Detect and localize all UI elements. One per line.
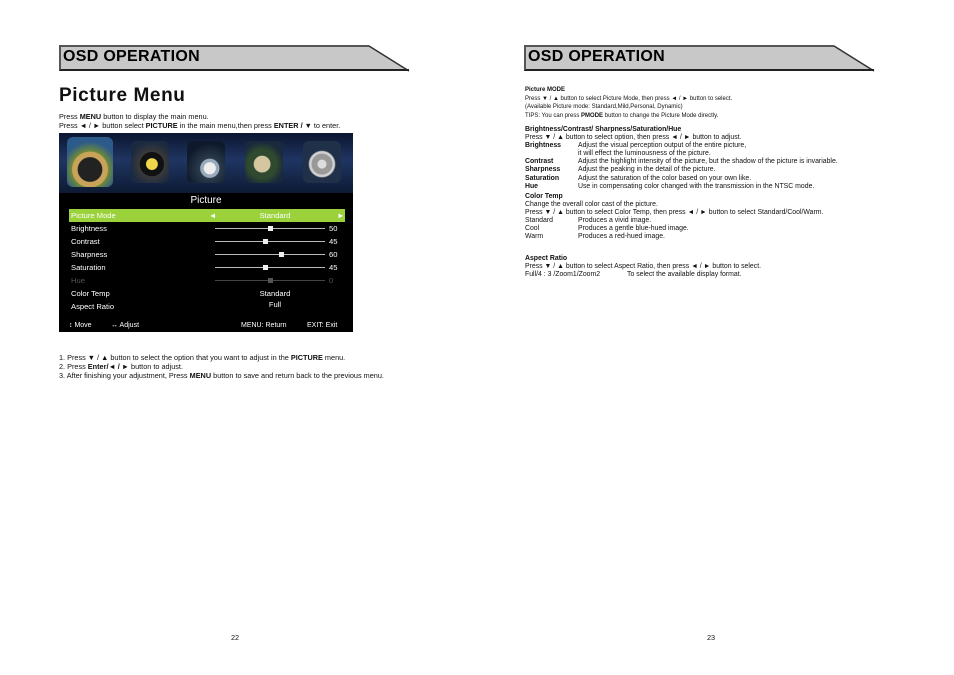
page-heading: Picture Menu: [59, 85, 186, 106]
lock-menu-icon: [245, 141, 283, 183]
osd-row-brightness[interactable]: [69, 222, 345, 235]
term-row: Brightness Adjust the visual perception output of the entire picture,: [525, 142, 747, 150]
osd-label: Aspect Ratio: [71, 302, 115, 311]
step-1: 1. Press ▼ / ▲ button to select the option that you want to adjust in the PICTURE menu.: [59, 353, 346, 362]
slider-knob: [268, 278, 273, 283]
picture-mode-line1: Press ▼ / ▲ button to select Picture Mode, then press ◄ / ► button to select.: [525, 95, 733, 102]
osd-label: Picture Mode: [71, 211, 116, 220]
color-temp-line2: Press ▼ / ▲ button to select Color Temp, then press ◄ / ► button to select Standard/Cool/Warm.: [525, 209, 824, 217]
color-temp-line1: Change the overall color cast of the picture.: [525, 201, 658, 209]
intro-line-1: Press MENU button to display the main menu.: [59, 112, 209, 121]
sharpness-slider[interactable]: [215, 254, 325, 255]
osd-row-picture-mode[interactable]: [69, 209, 345, 222]
osd-title: Picture: [190, 195, 222, 206]
term-row: Warm Produces a red-hued image.: [525, 233, 665, 241]
osd-number: 45: [329, 263, 338, 272]
step-2: 2. Press Enter/◄ / ► button to adjust.: [59, 362, 183, 371]
saturation-slider[interactable]: [215, 267, 325, 268]
osd-footer-move: ↕ Move: [69, 322, 92, 329]
osd-value: Full: [268, 300, 282, 309]
term-row: Cool Produces a gentle blue-hued image.: [525, 225, 689, 233]
osd-icon-strip: [59, 133, 353, 193]
intro-line-2: Press ◄ / ► button select PICTURE in the main menu,then press ENTER / ▼ to enter.: [59, 121, 341, 130]
left-header-title: OSD OPERATION: [63, 48, 200, 65]
color-temp-title: Color Temp: [525, 193, 563, 200]
osd-label: Color Temp: [71, 289, 110, 298]
term-row: Standard Produces a vivid image.: [525, 217, 652, 225]
osd-value: Standard: [259, 289, 291, 298]
aspect-ratio-section: [525, 255, 885, 279]
picture-mode-tips: TIPS: You can press PMODE button to change the Picture Mode directly.: [525, 112, 719, 119]
right-header-title: OSD OPERATION: [528, 48, 665, 65]
page-number-right: 23: [707, 633, 716, 642]
page-number-left: 22: [231, 633, 240, 642]
banner-slant: [824, 45, 876, 72]
banner-slant: [359, 45, 411, 72]
picture-mode-line2: (Available Picture mode: Standard,Mild,Personal, Dynamic): [525, 104, 683, 110]
brightness-slider[interactable]: [215, 228, 325, 229]
osd-label: Hue: [71, 276, 85, 285]
contrast-slider[interactable]: [215, 241, 325, 242]
slider-knob[interactable]: [279, 252, 284, 257]
left-arrow-icon: ◄: [209, 211, 217, 220]
osd-row-hue: [69, 274, 345, 287]
osd-number: 60: [329, 250, 338, 259]
slider-knob[interactable]: [268, 226, 273, 231]
osd-number: 50: [329, 224, 338, 233]
osd-label: Brightness: [71, 224, 107, 233]
left-header-banner: [59, 45, 411, 71]
sound-menu-icon: [131, 141, 169, 183]
aspect-line1: Press ▼ / ▲ button to select Aspect Ratio, then press ◄ / ► button to select.: [525, 263, 762, 271]
picture-mode-title: Picture MODE: [525, 87, 566, 93]
aspect-title: Aspect Ratio: [525, 255, 568, 262]
picture-mode-section: [525, 86, 732, 120]
right-header-banner: [524, 45, 876, 71]
osd-row-contrast[interactable]: [69, 235, 345, 248]
settings-gear-icon: [303, 141, 341, 183]
osd-screen: [59, 133, 353, 332]
osd-footer-adjust: ↔ Adjust: [111, 322, 140, 329]
bcssh-line1: Press ▼ / ▲ button to select option, then press ◄ / ► button to adjust.: [525, 134, 742, 142]
osd-number: 0: [329, 276, 334, 285]
adjustments-section: [525, 126, 885, 191]
bcssh-title: Brightness/Contrast/ Sharpness/Saturation/Hue: [525, 126, 682, 133]
picture-menu-icon: [67, 137, 113, 187]
osd-footer: [59, 319, 353, 332]
term-row: Hue Use in compensating color changed with the transmission in the NTSC mode.: [525, 182, 815, 190]
color-temp-section: [525, 193, 885, 242]
osd-footer-menu: MENU: Return: [241, 322, 287, 329]
term-row: it will effect the luminousness of the picture.: [578, 150, 711, 158]
osd-row-sharpness[interactable]: [69, 248, 345, 261]
osd-number: 45: [329, 237, 338, 246]
term-row: Saturation Adjust the saturation of the color based on your own like.: [525, 174, 752, 182]
term-row: Full/4 : 3 /Zoom1/Zoom2 To select the available display format.: [525, 271, 742, 279]
slider-knob[interactable]: [263, 265, 268, 270]
step-3: 3. After finishing your adjustment, Press MENU button to save and return back to the previous menu.: [59, 371, 384, 380]
channel-menu-icon: [187, 141, 225, 183]
right-arrow-icon: ►: [337, 211, 345, 220]
osd-value: Standard: [259, 211, 291, 220]
slider-knob[interactable]: [263, 239, 268, 244]
term-row: Sharpness Adjust the peaking in the detail of the picture.: [525, 166, 716, 174]
osd-footer-exit: EXIT: Exit: [307, 322, 338, 329]
osd-row-saturation[interactable]: [69, 261, 345, 274]
osd-label: Saturation: [71, 263, 106, 272]
term-row: Contrast Adjust the highlight intensity of the picture, but the shadow of the picture is invariable.: [525, 158, 838, 166]
osd-row-aspect-ratio[interactable]: [69, 300, 345, 313]
hue-slider: [215, 280, 325, 281]
osd-label: Sharpness: [71, 250, 108, 259]
osd-label: Contrast: [71, 237, 100, 246]
